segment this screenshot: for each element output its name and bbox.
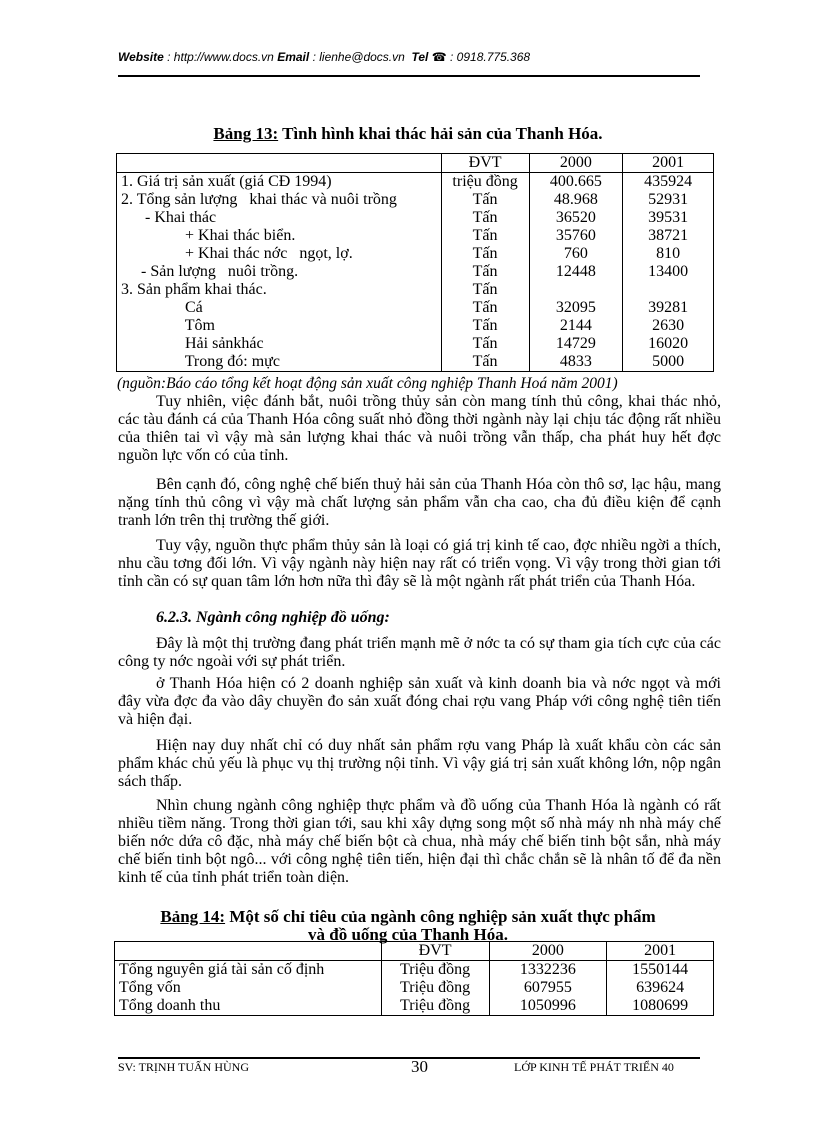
table13-cell: Tấn — [441, 191, 529, 209]
table13-row — [117, 299, 714, 317]
paragraph-4: Đây là một thị trường đang phát triển mạnh mẽ ở nớc ta có sự tham gia tích cực của các công ty nớc ngoài với sự phát triển. — [118, 635, 721, 670]
table14-caption — [0, 908, 816, 944]
table13-cell: Tấn — [441, 209, 529, 227]
table13-caption-label: Bảng 13: — [213, 124, 279, 143]
paragraph-2: Bên cạnh đó, công nghệ chế biến thuỷ hải sản của Thanh Hóa còn thô sơ, lạc hậu, mang nặng tính thủ công vì vậy mà chất lượng sản phẩm vẫn cha cao, cha đủ điều kiện để cạnh tranh lớn trên thị trường thế giới. — [118, 476, 721, 529]
table13-caption-text: Tình hình khai thác hải sản của Thanh Hóa. — [278, 124, 603, 143]
table13-cell: Tấn — [441, 263, 529, 281]
paragraph-6: Hiện nay duy nhất chỉ có duy nhất sản phẩm rợu vang Pháp là xuất khẩu còn các sản phẩm khác chủ yếu là phục vụ thị trường nội tỉnh. Vì vậy giá trị sản xuất không lớn, nộp ngân sách thấp. — [118, 737, 721, 790]
footer-rule — [118, 1057, 700, 1059]
table13-row — [117, 227, 714, 245]
table14 — [114, 941, 714, 1016]
table13-cell: Hải sảnkhác — [117, 335, 442, 353]
table14-cell: 1080699 — [607, 997, 714, 1016]
email-label: Email — [277, 50, 310, 64]
table13-cell: 3. Sản phẩm khai thác. — [117, 281, 442, 299]
table14-caption-line1: Một số chỉ tiêu của ngành công nghiệp sản xuất thực phẩm — [225, 907, 656, 926]
section-heading: 6.2.3. Ngành công nghiệp đồ uống: — [156, 609, 390, 626]
table13-cell: Tấn — [441, 317, 529, 335]
table14-column-header — [115, 942, 382, 961]
table14-cell: Tổng vốn — [115, 979, 382, 997]
table13-cell: - Khai thác — [117, 209, 442, 227]
table13-row — [117, 263, 714, 281]
table14-caption-line2: và đồ uống của Thanh Hóa. — [308, 925, 508, 944]
table13-cell: 39281 — [623, 299, 714, 317]
table13-cell — [623, 281, 714, 299]
table13-header-row — [117, 154, 714, 173]
tel-label: Tel — [411, 50, 429, 64]
table13-row — [117, 353, 714, 372]
table14-cell: 1332236 — [489, 961, 607, 980]
table13-row — [117, 209, 714, 227]
table14-caption-label: Bảng 14: — [160, 907, 226, 926]
table14-header-row — [115, 942, 714, 961]
table13-cell: 810 — [623, 245, 714, 263]
paragraph-1: Tuy nhiên, việc đánh bắt, nuôi trồng thủy sản còn mang tính thủ công, khai thác nhỏ, các tàu đánh cá của Thanh Hóa công suất nhỏ đồng thời ngành này lại chịu tác động rất nhiều của thiên tai vì vậy mà sản lượng khai thác và nuôi trồng vẫn thấp, cha phát huy hết đợc nguồn lực vốn có của tỉnh. — [118, 393, 721, 464]
table13-column-header: 2001 — [623, 154, 714, 173]
paragraph-5: ở Thanh Hóa hiện có 2 doanh nghiệp sản xuất và kinh doanh bia và nớc ngọt và mới đây vừa đợc đa vào dây chuyền đo sản xuất đóng chai rợu vang Pháp với công nghệ tiên tiến và hiện đại. — [118, 675, 721, 728]
table14-cell: 639624 — [607, 979, 714, 997]
tel-value: ☎ : 0918.775.368 — [431, 50, 531, 64]
table13-cell: 2144 — [529, 317, 623, 335]
table14-row — [115, 961, 714, 980]
table13-cell — [529, 281, 623, 299]
table13-row — [117, 245, 714, 263]
table13-column-header: 2000 — [529, 154, 623, 173]
table14-cell: 607955 — [489, 979, 607, 997]
table13-cell: - Sản lượng nuôi trồng. — [117, 263, 442, 281]
table13-cell: + Khai thác nớc ngọt, lợ. — [117, 245, 442, 263]
table14-column-header: 2000 — [489, 942, 607, 961]
table13-cell: 48.968 — [529, 191, 623, 209]
source-note: (nguồn:Báo cáo tổng kết hoạt động sản xuất công nghiệp Thanh Hoá năm 2001) — [117, 375, 618, 392]
table13-cell: 760 — [529, 245, 623, 263]
table13-cell: Tôm — [117, 317, 442, 335]
table13-cell: Tấn — [441, 299, 529, 317]
paragraph-3: Tuy vậy, nguồn thực phẩm thủy sản là loại có giá trị kinh tế cao, đợc nhiều ngời a thích, nhu cầu tơng đối lớn. Vì vậy ngành này hiện nay rất có triển vọng. Vì vậy trong thời gian tới tỉnh cần có sự quan tâm lớn hơn nữa thì đây sẽ là một ngành rất phát triển của Thanh Hóa. — [118, 537, 721, 590]
table13-cell: Tấn — [441, 245, 529, 263]
table13-cell: Tấn — [441, 281, 529, 299]
table14-cell: Tổng doanh thu — [115, 997, 382, 1016]
table13-row — [117, 173, 714, 192]
table14-cell: Triệu đồng — [381, 961, 489, 980]
table13-cell: 12448 — [529, 263, 623, 281]
table13-cell: 32095 — [529, 299, 623, 317]
table13-cell: 2630 — [623, 317, 714, 335]
table13-cell: 13400 — [623, 263, 714, 281]
table13-row — [117, 191, 714, 209]
page-number: 30 — [411, 1057, 428, 1076]
table13-row — [117, 335, 714, 353]
table13-cell: Tấn — [441, 227, 529, 245]
table13-cell: 38721 — [623, 227, 714, 245]
table13-cell: 4833 — [529, 353, 623, 372]
table14-column-header: 2001 — [607, 942, 714, 961]
table14-row — [115, 997, 714, 1016]
paragraph-7: Nhìn chung ngành công nghiệp thực phẩm và đồ uống của Thanh Hóa là ngành có rất nhiều tiềm năng. Trong thời gian tới, sau khi xây dựng song một số nhà máy nh nhà máy chế biến nớc dứa cô đặc, nhà máy chế biến bột cà chua, nhà máy chế biến tinh bột sắn, nhà máy chế biến tinh bột ngô... với công nghệ tiên tiến, hiện đại thì chắc chắn sẽ là nhân tố để đa nền kinh tế của tỉnh phát triển toàn diện. — [118, 797, 721, 886]
table13-cell: 35760 — [529, 227, 623, 245]
header-rule — [118, 75, 700, 77]
table13-cell: + Khai thác biển. — [117, 227, 442, 245]
table13-cell: 36520 — [529, 209, 623, 227]
table14-cell: Triệu đồng — [381, 997, 489, 1016]
table14-cell: 1550144 — [607, 961, 714, 980]
footer-left: SV: TRỊNH TUẤN HÙNG — [118, 1060, 250, 1074]
website-label: Website — [118, 50, 164, 64]
table13-cell: 16020 — [623, 335, 714, 353]
table14-cell: Tổng nguyên giá tài sản cố định — [115, 961, 382, 980]
table13-cell: 435924 — [623, 173, 714, 192]
table14-column-header: ĐVT — [381, 942, 489, 961]
table13-cell: 52931 — [623, 191, 714, 209]
table13-cell: 39531 — [623, 209, 714, 227]
table14-row — [115, 979, 714, 997]
table13-row — [117, 317, 714, 335]
table13-cell: 1. Giá trị sản xuất (giá CĐ 1994) — [117, 173, 442, 192]
table13-cell: triệu đồng — [441, 173, 529, 192]
table13-cell: 400.665 — [529, 173, 623, 192]
email-value[interactable]: : lienhe@docs.vn — [312, 50, 405, 64]
table13-cell: Tấn — [441, 335, 529, 353]
footer-right: LỚP KINH TẾ PHÁT TRIỂN 40 — [514, 1060, 674, 1074]
table13-column-header: ĐVT — [441, 154, 529, 173]
page-header — [118, 50, 708, 64]
table13-cell: Tấn — [441, 353, 529, 372]
table13-cell: 5000 — [623, 353, 714, 372]
table13-row — [117, 281, 714, 299]
table14-cell: 1050996 — [489, 997, 607, 1016]
table14-cell: Triệu đồng — [381, 979, 489, 997]
table13-caption — [0, 125, 816, 143]
table13 — [116, 153, 714, 372]
website-value[interactable]: : http://www.docs.vn — [167, 50, 274, 64]
table13-cell: 2. Tổng sản lượng khai thác và nuôi trồng — [117, 191, 442, 209]
table13-cell: Trong đó: mực — [117, 353, 442, 372]
table13-column-header — [117, 154, 442, 173]
table13-cell: 14729 — [529, 335, 623, 353]
table13-cell: Cá — [117, 299, 442, 317]
